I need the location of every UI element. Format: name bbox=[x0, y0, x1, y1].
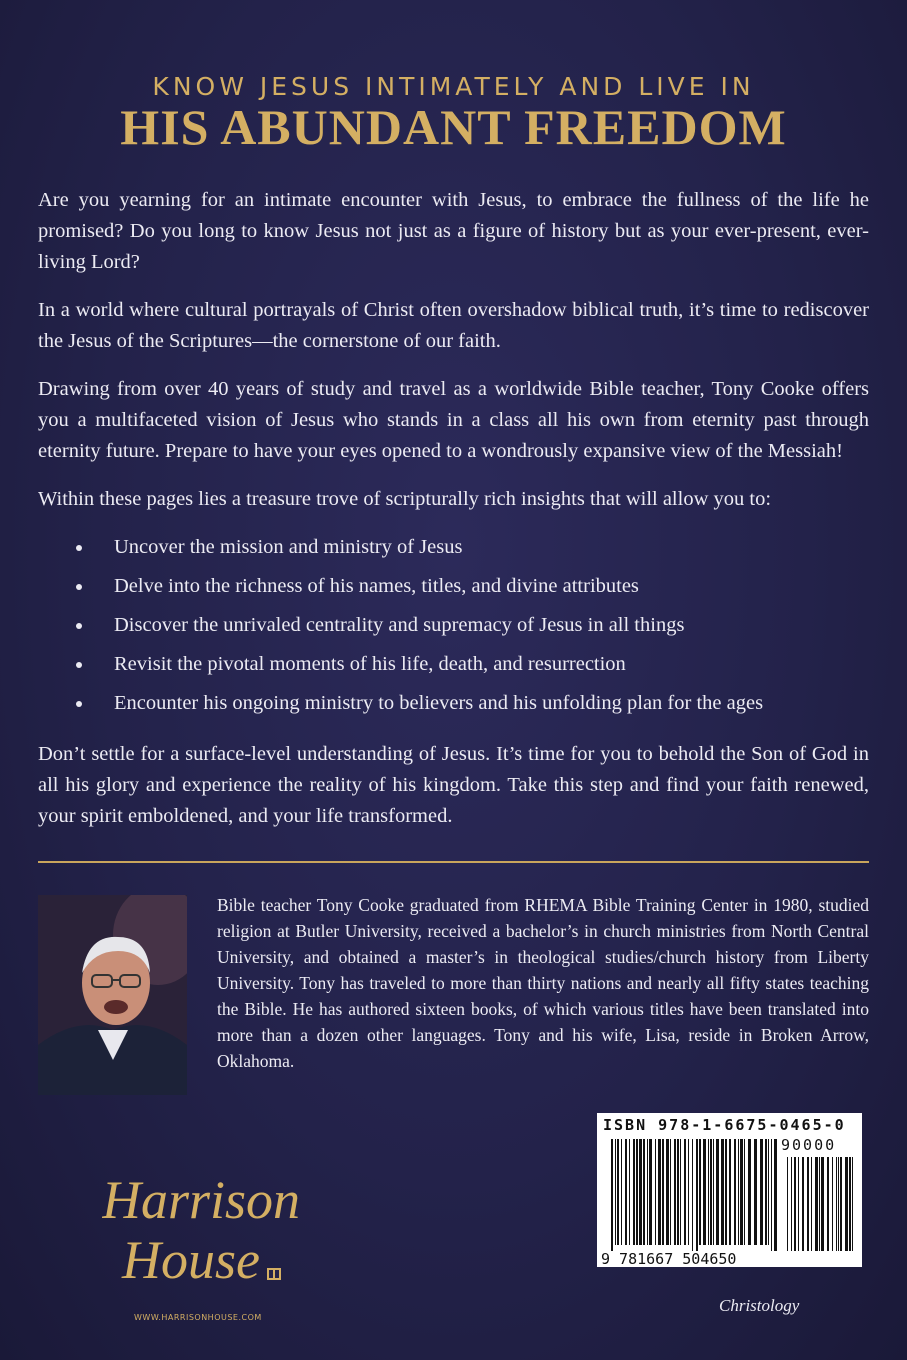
barcode-bar bbox=[617, 1139, 619, 1245]
barcode-addon-bar bbox=[836, 1157, 837, 1251]
barcode-bar bbox=[655, 1139, 656, 1245]
barcode-bars-icon bbox=[597, 1113, 862, 1267]
barcode-bar bbox=[670, 1139, 671, 1245]
barcode-bar bbox=[662, 1139, 664, 1245]
author-portrait-icon bbox=[38, 895, 187, 1095]
barcode-addon-bar bbox=[807, 1157, 809, 1251]
list-item: Discover the unrivaled centrality and supremacy of Jesus in all things bbox=[38, 610, 869, 649]
barcode-bar bbox=[738, 1139, 739, 1245]
barcode-bar bbox=[649, 1139, 652, 1245]
headline: HIS ABUNDANT FREEDOM bbox=[120, 99, 787, 155]
barcode-bar bbox=[643, 1139, 645, 1245]
barcode-addon-bar bbox=[794, 1157, 796, 1251]
barcode-bar bbox=[680, 1139, 681, 1245]
list-item: Uncover the mission and ministry of Jesus bbox=[38, 532, 869, 571]
barcode-addon-bar bbox=[819, 1157, 820, 1251]
barcode-bar bbox=[674, 1139, 676, 1245]
back-cover-copy bbox=[38, 185, 869, 849]
bullet-icon bbox=[76, 623, 82, 629]
section-divider bbox=[38, 861, 869, 863]
barcode-bar bbox=[629, 1139, 630, 1245]
barcode-bar bbox=[692, 1139, 693, 1251]
insight-list bbox=[38, 532, 869, 727]
barcode-addon-bar bbox=[840, 1157, 842, 1251]
barcode-bar bbox=[765, 1139, 767, 1245]
barcode-addon-bar bbox=[802, 1157, 804, 1251]
barcode-bar bbox=[725, 1139, 727, 1245]
barcode-bar bbox=[666, 1139, 669, 1245]
barcode-bar bbox=[688, 1139, 689, 1245]
barcode-bar bbox=[647, 1139, 648, 1245]
barcode-addon-bar bbox=[791, 1157, 792, 1251]
isbn-barcode bbox=[597, 1113, 862, 1267]
bullet-icon bbox=[76, 701, 82, 707]
barcode-addon-bar bbox=[787, 1157, 788, 1251]
barcode-bar bbox=[748, 1139, 751, 1245]
closing-paragraph: Don’t settle for a surface-level understanding of Jesus. It’s time for you to behold the Son of God in all his glory and experience the reality of his kingdom. Take this step and find your faith renewed, your spirit emboldened, and your life transformed. bbox=[38, 743, 869, 827]
list-item: Revisit the pivotal moments of his life, death, and resurrection bbox=[38, 649, 869, 688]
ean-number: 9 781667 504650 bbox=[601, 1250, 737, 1268]
barcode-bar bbox=[774, 1139, 777, 1251]
barcode-bar bbox=[708, 1139, 709, 1245]
barcode-bar bbox=[611, 1139, 613, 1251]
barcode-bar bbox=[713, 1139, 714, 1245]
barcode-bar bbox=[744, 1139, 745, 1245]
barcode-bar bbox=[684, 1139, 686, 1245]
tagline: KNOW JESUS INTIMATELY AND LIVE IN bbox=[152, 72, 755, 101]
svg-text:House: House bbox=[122, 1230, 260, 1290]
barcode-addon-bar bbox=[821, 1157, 824, 1251]
barcode-addon-bar bbox=[832, 1157, 833, 1251]
barcode-bar bbox=[615, 1139, 616, 1245]
barcode-addon-bar bbox=[811, 1157, 812, 1251]
publisher-logo bbox=[102, 1160, 312, 1315]
barcode-bar bbox=[721, 1139, 724, 1245]
barcode-bar bbox=[621, 1139, 622, 1245]
barcode-bar bbox=[734, 1139, 736, 1245]
barcode-bar bbox=[696, 1139, 698, 1251]
category-label: Christology bbox=[719, 1296, 800, 1315]
barcode-bar bbox=[658, 1139, 661, 1245]
barcode-bar bbox=[771, 1139, 772, 1251]
barcode-addon-bar bbox=[845, 1157, 848, 1251]
barcode-addon-bar bbox=[838, 1157, 839, 1251]
barcode-bar bbox=[768, 1139, 769, 1245]
list-item: Delve into the richness of his names, titles, and divine attributes bbox=[38, 571, 869, 610]
barcode-bar bbox=[740, 1139, 743, 1245]
barcode-bar bbox=[636, 1139, 638, 1245]
barcode-bar bbox=[716, 1139, 719, 1245]
barcode-bar bbox=[699, 1139, 701, 1245]
barcode-addon-bar bbox=[849, 1157, 851, 1251]
barcode-addon-bar bbox=[852, 1157, 853, 1251]
barcode-bar bbox=[703, 1139, 706, 1245]
price-code: 90000 bbox=[781, 1136, 837, 1154]
author-bio: Bible teacher Tony Cooke graduated from RHEMA Bible Training Center in 1980, studied religion at Butler University, received a bachelor’s in church ministries from North Central University, and obtained a master’s in theological studies/church history from Liberty University. Tony has traveled to more than thirty nations and nearly all fifty states teaching the Bible. He has authored sixteen books, of which various titles have been translated into more than a dozen other languages. Tony and his wife, Lisa, reside in Broken Arrow, Oklahoma. bbox=[217, 895, 869, 1071]
barcode-bar bbox=[754, 1139, 757, 1245]
bullet-icon bbox=[76, 662, 82, 668]
barcode-bar bbox=[625, 1139, 627, 1245]
svg-text:Harrison: Harrison bbox=[102, 1170, 301, 1230]
paragraph-3: Drawing from over 40 years of study and travel as a worldwide Bible teacher, Tony Cooke offers you a multifaceted vision of Jesus who stands in a class all his own from eternity past through eternity future. Prepare to have your eyes opened to a wondrously expansive view of the Messiah! bbox=[38, 378, 869, 462]
barcode-bar bbox=[710, 1139, 712, 1245]
paragraph-4: Within these pages lies a treasure trove of scripturally rich insights that will allow you to: bbox=[38, 488, 772, 510]
bullet-icon bbox=[76, 584, 82, 590]
barcode-bar bbox=[633, 1139, 635, 1245]
list-item: Encounter his ongoing ministry to believers and his unfolding plan for the ages bbox=[38, 688, 869, 727]
barcode-bar bbox=[760, 1139, 763, 1245]
barcode-addon-bar bbox=[827, 1157, 829, 1251]
barcode-addon-bar bbox=[815, 1157, 818, 1251]
barcode-bar bbox=[639, 1139, 642, 1245]
barcode-addon-bar bbox=[798, 1157, 799, 1251]
publisher-url[interactable]: WWW.HARRISONHOUSE.COM bbox=[134, 1313, 262, 1322]
barcode-bar bbox=[729, 1139, 731, 1245]
isbn-label: ISBN 978-1-6675-0465-0 bbox=[603, 1116, 846, 1134]
paragraph-2: In a world where cultural portrayals of Christ often overshadow biblical truth, it’s time to rediscover the Jesus of the Scriptures—the cornerstone of our faith. bbox=[38, 299, 869, 352]
author-photo bbox=[38, 895, 187, 1095]
bullet-icon bbox=[76, 545, 82, 551]
paragraph-1: Are you yearning for an intimate encounter with Jesus, to embrace the fullness of the life he promised? Do you long to know Jesus not just as a figure of history but as your ever-present, ever-living Lord? bbox=[38, 189, 869, 273]
barcode-bar bbox=[677, 1139, 679, 1245]
harrison-house-logo-icon bbox=[102, 1160, 312, 1310]
